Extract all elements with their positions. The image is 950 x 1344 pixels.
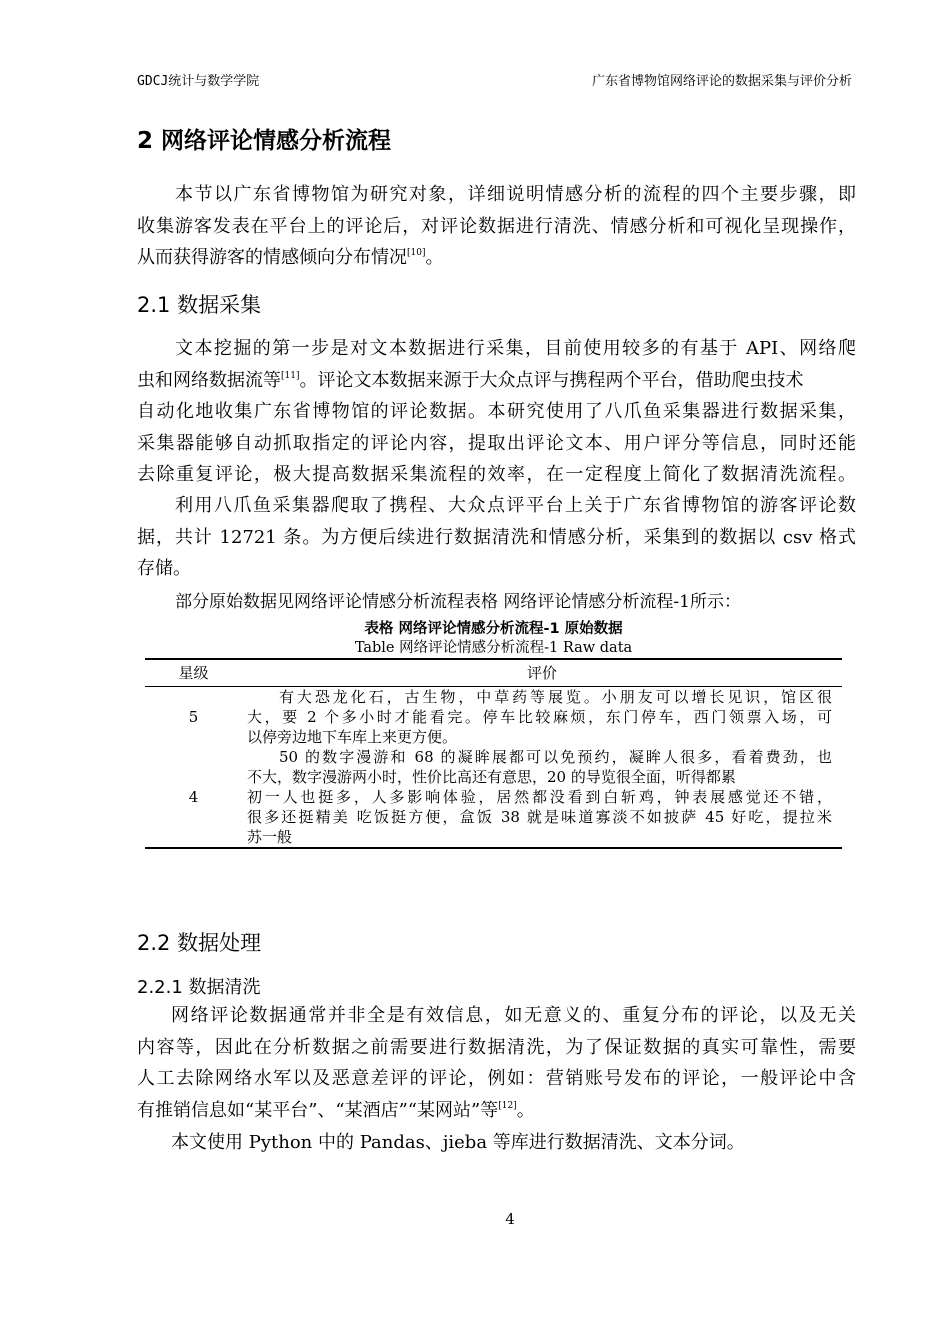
header-left: GDCJ统计与数学学院 — [137, 74, 260, 89]
header-right: 广东省博物馆网络评论的数据采集与评价分析 — [591, 74, 852, 89]
text: 。 — [299, 369, 318, 391]
text-line: 从而获得游客的情感倾向分布情况 — [137, 247, 407, 268]
text-line: 本文使用 Python 中的 Pandas、jieba 等库进行数据清洗、文本分词。 — [171, 1132, 745, 1153]
section-2-2-1-paragraph-2 — [137, 1127, 856, 1159]
citation: [10] — [407, 248, 426, 258]
text-line: 部分原始数据见网络评论情感分析流程表格 网络评论情感分析流程-1所示： — [175, 592, 741, 612]
section-2-paragraph — [137, 179, 856, 274]
text-line: 50 的数字漫游和 68 的凝眸展都可以免预约，凝眸人很多，看着费劲，也 — [279, 748, 832, 766]
text-line: 自动化地收集广东省博物馆的评论数据。本研究使用了八爪鱼采集器进行数据采集， — [137, 401, 856, 422]
raw-data-table — [145, 658, 842, 849]
text-line: 初一人也挺多，人多影响体验，居然都没看到白斩鸡，钟表展感觉还不错， — [247, 788, 832, 806]
text-line: 据，共计 12721 条。为方便后续进行数据清洗和情感分析，采集到的数据以 csv 格式 — [137, 526, 856, 548]
section-2-1-paragraph-1 — [137, 333, 856, 491]
text: 有推销信息如“某平台”、“某酒店”“某网站”等 — [137, 1099, 499, 1121]
text-line: 本节以广东省博物馆为研究对象，详细说明情感分析的流程的四个主要步骤，即 — [175, 184, 856, 205]
text-line: 文本挖掘的第一步是对文本数据进行采集，目前使用较多的有基于 API、网络爬 — [175, 338, 856, 359]
text: 虫和网络数据流等 — [137, 369, 281, 391]
review-cell — [242, 687, 842, 748]
table-row — [145, 687, 842, 748]
text-line: 有大恐龙化石，古生物，中草药等展览。小朋友可以增长见识，馆区很 — [279, 688, 832, 706]
citation: [12] — [498, 1100, 517, 1111]
text-line: 很多还挺精美 吃饭挺方便，盒饭 38 就是味道寡淡不如披萨 45 好吃，提拉米 — [247, 808, 832, 826]
text: 。 — [425, 247, 444, 268]
text-line: 采集器能够自动抓取指定的评论内容，提取出评论文本、用户评分等信息，同时还能 — [137, 432, 856, 454]
review-cell — [242, 747, 842, 848]
text-line: 网络评论数据通常并非全是有效信息，如无意义的、重复分布的评论，以及无关 — [171, 1005, 856, 1026]
table-header-row — [145, 659, 842, 687]
page-number: 4 — [505, 1210, 515, 1228]
section-2-2-1-paragraph-1 — [137, 1000, 856, 1126]
text-line: 不大，数字漫游两小时，性价比高还有意思，20 的导览很全面，听得都累 — [247, 768, 736, 786]
table-caption-en: Table 网络评论情感分析流程-1 Raw data — [354, 640, 633, 656]
section-2-2-heading: 2.2 数据处理 — [137, 931, 262, 955]
text-line: 以停旁边地下车库上来更方便。 — [247, 728, 458, 746]
text-line: 大，要 2 个多小时才能看完。停车比较麻烦，东门停车，西门领票入场，可 — [247, 708, 832, 726]
text-line: 收集游客发表在平台上的评论后，对评论数据进行清洗、情感分析和可视化呈现操作， — [137, 215, 856, 237]
text-line: 去除重复评论，极大提高数据采集流程的效率，在一定程度上简化了数据清洗流程。 — [137, 464, 856, 485]
section-2-2-1-heading: 2.2.1 数据清洗 — [137, 977, 261, 998]
star-cell: 4 — [145, 747, 242, 848]
text-line: 利用八爪鱼采集器爬取了携程、大众点评平台上关于广东省博物馆的游客评论数 — [175, 495, 856, 516]
section-2-1-paragraph-2 — [137, 490, 856, 585]
section-2-heading: 2 网络评论情感分析流程 — [137, 128, 392, 154]
text-line: 苏一般 — [247, 828, 293, 846]
text: 。 — [516, 1099, 535, 1121]
text: 评论文本数据来源于大众点评与携程两个平台，借助爬虫技术 — [317, 369, 804, 391]
column-header-star: 星级 — [145, 659, 242, 687]
table-row — [145, 747, 842, 848]
star-cell: 5 — [188, 708, 199, 726]
text-line: 存储。 — [137, 558, 191, 579]
text-line: 内容等，因此在分析数据之前需要进行数据清洗，为了保证数据的真实可靠性，需要 — [137, 1036, 856, 1058]
caption-text: 表格 网络评论情感分析流程-1 原始数据 — [364, 621, 623, 637]
section-2-1-heading: 2.1 数据采集 — [137, 293, 262, 317]
section-2-1-paragraph-3 — [137, 587, 856, 619]
citation: [11] — [281, 370, 300, 381]
column-header-review: 评价 — [242, 659, 842, 687]
table-caption-cn — [145, 620, 842, 639]
text-line: 人工去除网络水军以及恶意差评的评论，例如：营销账号发布的评论，一般评论中含 — [137, 1068, 856, 1089]
